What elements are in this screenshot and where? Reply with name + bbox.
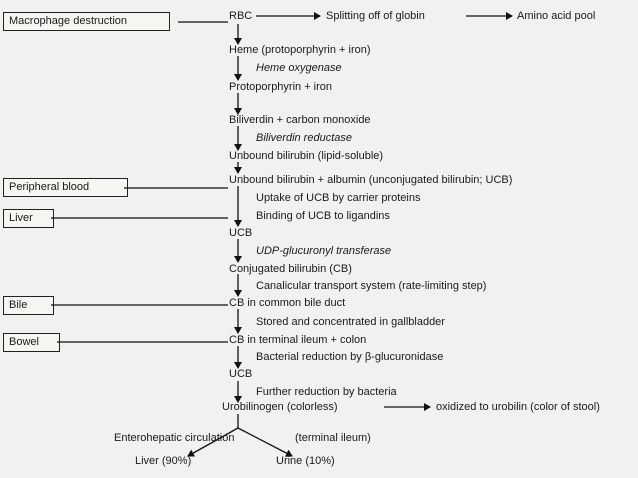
step-binding: Binding of UCB to ligandins [256, 210, 390, 222]
step-biliverdin: Biliverdin + carbon monoxide [229, 114, 371, 126]
step-canalicular: Canalicular transport system (rate-limiting step) [256, 280, 487, 292]
step-ucb-bowel: UCB [229, 368, 253, 380]
step-gallbladder: Stored and concentrated in gallbladder [256, 316, 445, 328]
stage-macrophage-destruction: Macrophage destruction [3, 12, 170, 31]
label-enterohepatic: Enterohepatic circulation [114, 432, 235, 444]
step-conjugated-bilirubin: Conjugated bilirubin (CB) [229, 263, 352, 275]
step-rbc: RBC [229, 10, 253, 22]
stage-liver: Liver [3, 209, 54, 228]
outcome-urine: Urine (10%) [276, 455, 335, 467]
step-ucb-albumin: Unbound bilirubin + albumin (unconjugated bilirubin; UCB) [229, 174, 513, 186]
step-heme: Heme (protoporphyrin + iron) [229, 44, 371, 56]
step-ucb: UCB [229, 227, 253, 239]
arrow-to-urine [238, 428, 292, 456]
step-globin: Splitting off of globin [326, 10, 425, 22]
step-uptake: Uptake of UCB by carrier proteins [256, 192, 421, 204]
stage-peripheral-blood: Peripheral blood [3, 178, 128, 197]
step-oxidized-urobilin: oxidized to urobilin (color of stool) [436, 401, 600, 413]
stage-bowel: Bowel [3, 333, 60, 352]
enzyme-biliverdin-reductase: Biliverdin reductase [256, 132, 352, 144]
step-unbound-bilirubin: Unbound bilirubin (lipid-soluble) [229, 150, 384, 162]
step-amino-acid-pool: Amino acid pool [517, 10, 596, 22]
stage-bile: Bile [3, 296, 54, 315]
step-urobilinogen: Urobilinogen (colorless) [222, 401, 338, 413]
enzyme-udp-glucuronyl-transferase: UDP-glucuronyl transferase [256, 245, 392, 257]
step-further-reduction: Further reduction by bacteria [256, 386, 397, 398]
step-bacterial-reduction: Bacterial reduction by β-glucuronidase [256, 351, 444, 363]
enzyme-heme-oxygenase: Heme oxygenase [256, 62, 342, 74]
step-cb-ileum: CB in terminal ileum + colon [229, 334, 367, 346]
outcome-liver: Liver (90%) [135, 455, 192, 467]
step-cb-common-bile-duct: CB in common bile duct [229, 297, 346, 309]
label-terminal-ileum: (terminal ileum) [295, 432, 371, 444]
step-protoporphyrin: Protoporphyrin + iron [229, 81, 333, 93]
